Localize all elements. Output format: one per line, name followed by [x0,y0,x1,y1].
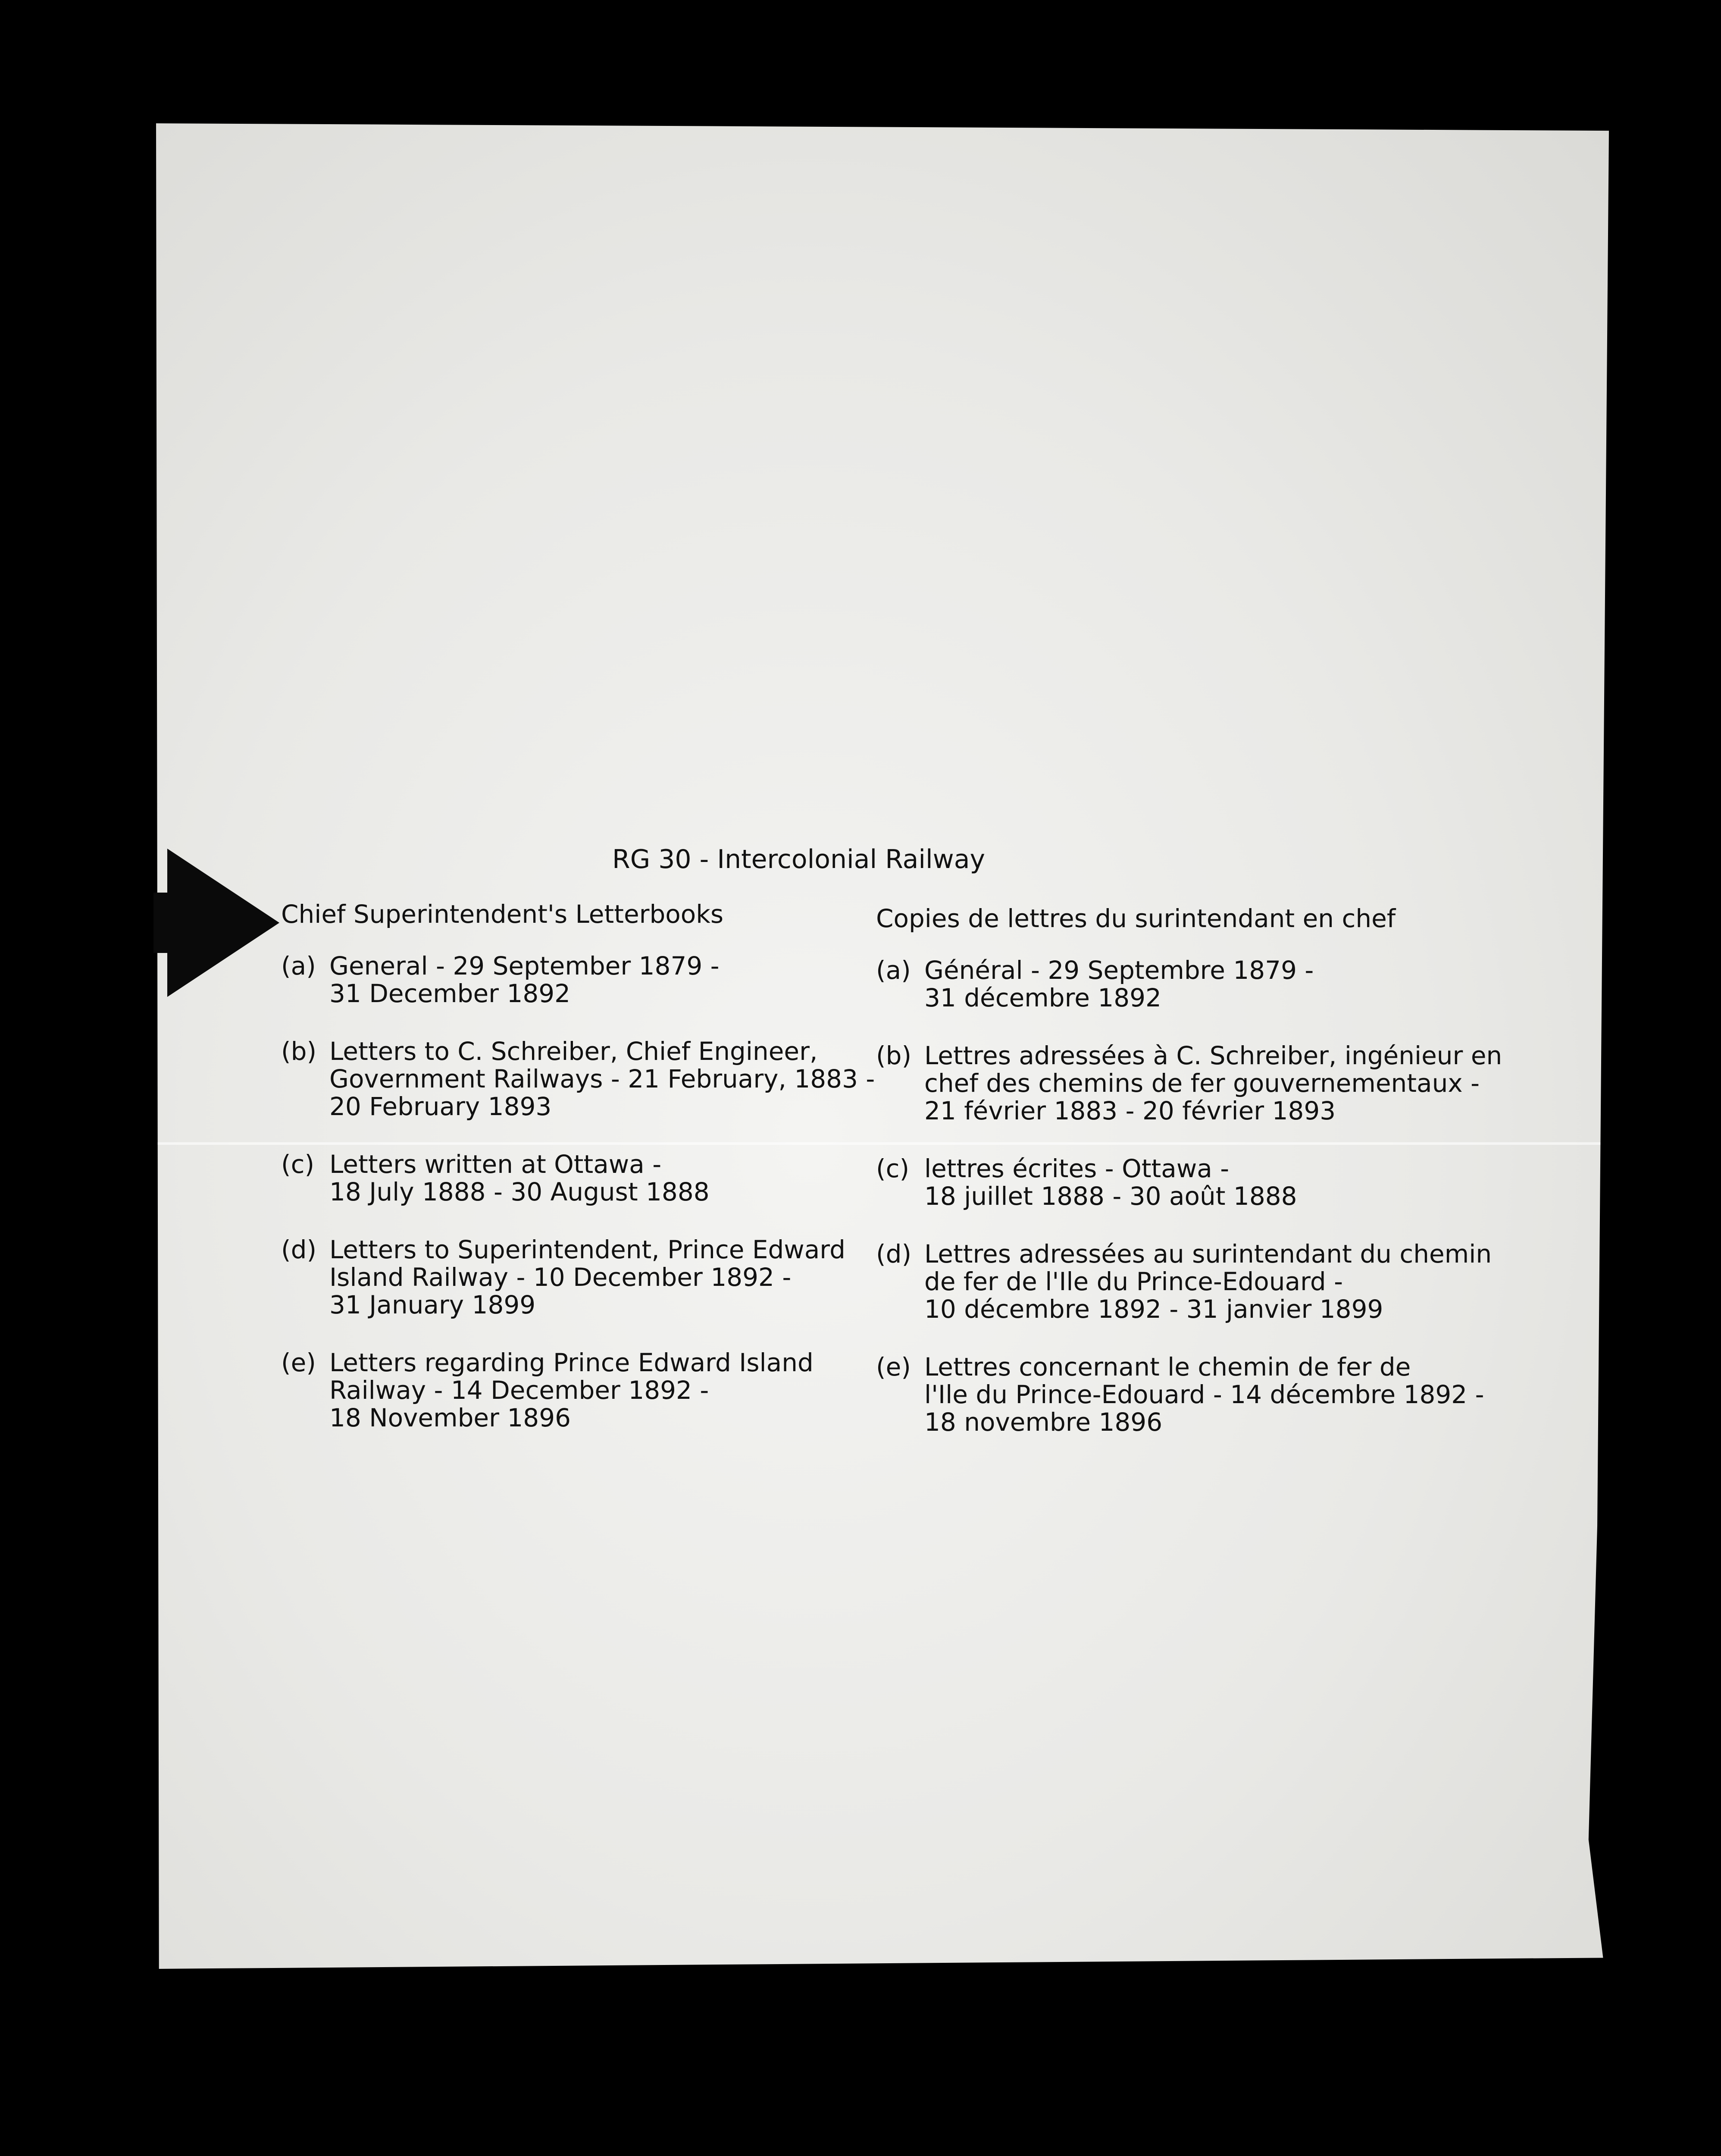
item-text: Lettres adressées à C. Schreiber, ingénieur en chef des chemins de fer gouvernementaux - 21 février 1883 - 20 février 1893 [924,1041,1502,1125]
french-heading: Copies de lettres du surintendant en chef [876,904,1396,933]
english-item-d [281,1236,876,1319]
french-item-e [876,1353,1514,1436]
item-text: Letters written at Ottawa - 18 July 1888 - 30 August 1888 [329,1150,710,1206]
item-text: Lettres adressées au surintendant du chemin de fer de l'Ile du Prince-Edouard - 10 décembre 1892 - 31 janvier 1899 [924,1239,1492,1324]
english-item-b [281,1037,876,1120]
french-column [876,905,1514,1466]
english-column [281,900,876,1462]
pointer-arrow-icon [167,849,279,997]
english-item-e [281,1349,876,1432]
item-text: Letters to Superintendent, Prince Edward Island Railway - 10 December 1892 - 31 January 1899 [329,1235,845,1319]
item-letter: (e) [281,1348,316,1377]
item-letter: (b) [281,1037,317,1066]
item-text: lettres écrites - Ottawa - 18 juillet 1888 - 30 août 1888 [924,1154,1297,1211]
english-item-c [281,1150,876,1206]
item-letter: (d) [876,1239,912,1269]
item-letter: (c) [281,1150,315,1179]
item-letter: (c) [876,1154,910,1183]
french-item-b [876,1042,1514,1125]
english-item-a [281,952,876,1007]
item-letter: (a) [281,951,316,981]
english-heading: Chief Superintendent's Letterbooks [281,899,724,929]
item-text: Letters to C. Schreiber, Chief Engineer, Government Railways - 21 February, 1883 - 20 February 1893 [329,1037,875,1121]
item-letter: (b) [876,1041,912,1070]
item-text: Lettres concernant le chemin de fer de l'Ile du Prince-Edouard - 14 décembre 1892 - 18 novembre 1896 [924,1352,1484,1437]
french-item-c [876,1155,1514,1210]
item-text: Général - 29 Septembre 1879 - 31 décembre 1892 [924,956,1314,1012]
french-item-a [876,956,1514,1012]
item-text: General - 29 September 1879 - 31 December 1892 [329,951,720,1008]
french-item-d [876,1240,1514,1323]
item-letter: (d) [281,1235,317,1264]
item-letter: (a) [876,956,911,985]
item-letter: (e) [876,1352,911,1382]
document-title: RG 30 - Intercolonial Railway [612,844,986,874]
item-text: Letters regarding Prince Edward Island Railway - 14 December 1892 - 18 November 1896 [329,1348,814,1432]
